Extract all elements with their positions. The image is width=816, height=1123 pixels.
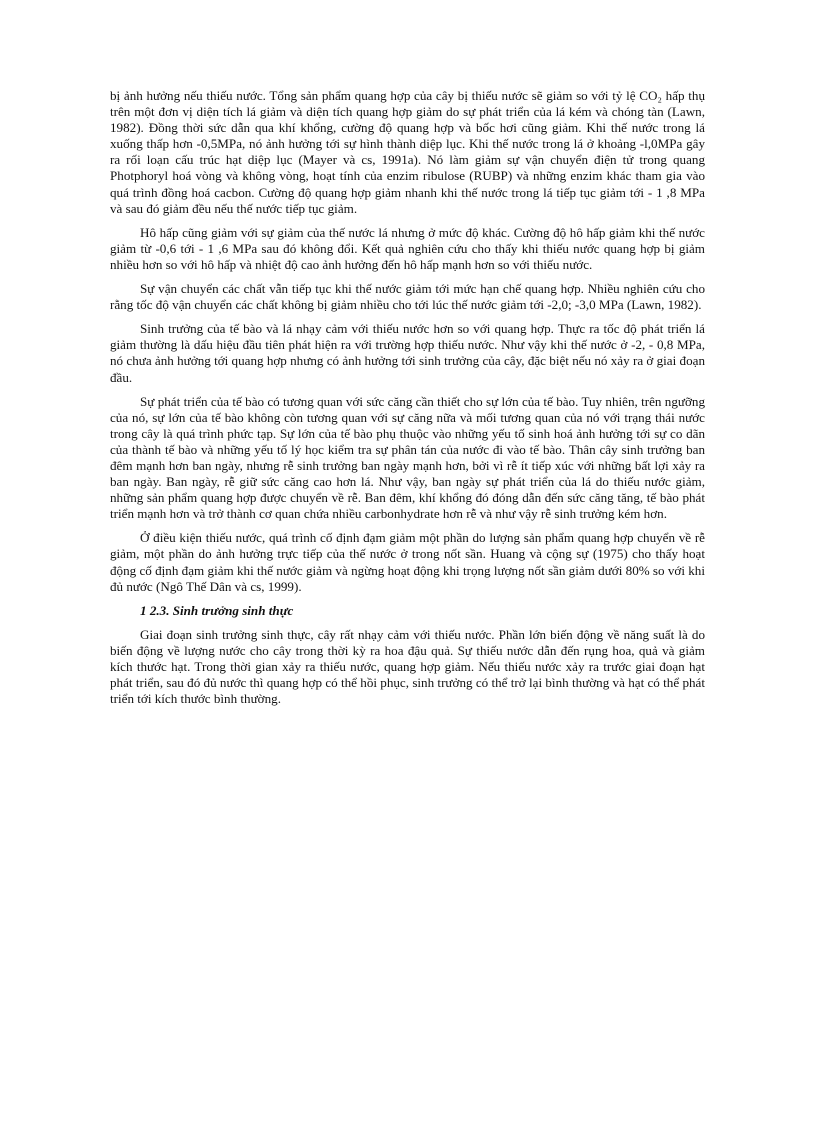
document-page xyxy=(110,88,705,715)
paragraph-nitrogen-fixation: Ở điều kiện thiếu nước, quá trình cố định đạm giảm một phần do lượng sản phẩm quang hợp chuyển về rễ giảm, một phần do ảnh hưởng trực tiếp của thế nước ở trong nốt sần. Huang và cộng sự (1975) cho thấy hoạt động cố định đạm giảm khi thế nước giảm và ngừng hoạt động khi trọng lượng nốt sần giảm dưới 80% so với khi đủ nước (Ngô Thế Dân và cs, 1999). xyxy=(110,530,705,594)
paragraph-transport: Sự vận chuyển các chất vẫn tiếp tục khi thế nước giảm tới mức hạn chế quang hợp. Nhiều nghiên cứu cho rằng tốc độ vận chuyển các chất không bị giảm nhiều cho tới lúc thế nước giảm tới -2,0; -3,0 MPa (Lawn, 1982). xyxy=(110,281,705,313)
section-heading: 1 2.3. Sinh trưởng sinh thực xyxy=(140,602,294,618)
paragraph-respiration: Hô hấp cũng giảm với sự giảm của thế nước lá nhưng ở mức độ khác. Cường độ hô hấp giảm khi thế nước giảm từ -0,6 tới - 1 ,6 MPa sau đó không đổi. Kết quả nghiên cứu cho thấy khi thiếu nước quang hợp bị giảm nhiều hơn so với hô hấp và nhiệt độ cao ảnh hưởng đến hô hấp mạnh hơn so với thiếu nước. xyxy=(110,224,705,272)
paragraph-reproductive-growth: Giai đoạn sinh trưởng sinh thực, cây rất nhạy cảm với thiếu nước. Phần lớn biến động về năng suất là do biến động về lượng nước cho cây trong thời kỳ ra hoa đậu quả. Sự thiếu nước dẫn đến rụng hoa, quả và giảm kích thước hạt. Trong thời gian xảy ra thiếu nước, quang hợp giảm. Nếu thiếu nước xảy ra trước giai đoạn hạt phát triển, sau đó đủ nước thì quang hợp có thể hồi phục, sinh trưởng có thể trở lại bình thường và hạt có thể phát triển tới kích thước bình thường. xyxy=(110,626,705,707)
paragraph-photosynthesis: bị ảnh hưởng nếu thiếu nước. Tổng sản phẩm quang hợp của cây bị thiếu nước sẽ giảm so với tỷ lệ CO₂ hấp thụ trên một đơn vị diện tích lá giảm và diện tích quang hợp giảm do sự phát triển của lá kém và chóng tàn (Lawn, 1982). Đồng thời sức dẫn qua khí khổng, cường độ quang hợp và bốc hơi cũng giảm. Khi thế nước trong lá xuống thấp hơn -0,5MPa, nó ảnh hưởng tới sự hình thành diệp lục. Khi thế nước trong lá ở khoảng -l,0MPa gây ra rối loạn cấu trúc hạt diệp lục (Mayer và cs, 1991a). Nó làm giảm sự vận chuyển điện tử trong quang Photphoryl hoá vòng và không vòng, hoạt tính của enzim ribulose (RUBP) và những enzim khác tham gia vào quá trình đồng hoá cacbon. Cường độ quang hợp giảm nhanh khi thế nước trong lá tiếp tục giảm tới - 1 ,8 MPa và sau đó giảm đều nếu thế nước tiếp tục giảm. xyxy=(110,88,705,216)
paragraph-cell-growth: Sinh trưởng của tế bào và lá nhạy cảm với thiếu nước hơn so với quang hợp. Thực ra tốc độ phát triển lá giảm thường là dấu hiệu đầu tiên phát hiện ra với trường hợp thiếu nước. Như vậy khi thế nước ở -2, - 0,8 MPa, nó chưa ảnh hưởng tới quang hợp nhưng có ảnh hưởng tới sinh trưởng của cây, đặc biệt nếu nó xảy ra ở giai đoạn đầu. xyxy=(110,321,705,385)
paragraph-cell-development: Sự phát triển của tế bào có tương quan với sức căng cần thiết cho sự lớn của tế bào. Tuy nhiên, trên ngưỡng của nó, sự lớn của tế bào không còn tương quan với sự căng nữa và mối tương quan của nó với trạng thái nước trong cây là quá trình phức tạp. Sự lớn của tế bào phụ thuộc vào những yếu tố sinh hoá ảnh hưởng tới sự co dãn của thành tế bào và những yếu tố lý học kiểm tra sự phân tán của nước đi vào tế bào. Thân cây sinh trưởng ban đêm mạnh hơn ban ngày, nhưng rễ sinh trưởng ban ngày mạnh hơn, bởi vì rễ ít tiếp xúc với những bất lợi xảy ra ban ngày. Ban ngày, rễ giữ sức căng cao hơn lá. Như vậy, ban ngày sự phát triển của lá do thiếu nước giảm, những sản phẩm quang hợp được chuyển về rễ. Ban đêm, khí khổng đó đóng dẫn đến sức căng tăng, tế bào phát triển mạnh hơn và trở thành cơ quan chứa nhiều carbonhydrate hơn rễ và như vậy rễ sinh trưởng kém hơn. xyxy=(110,393,705,522)
